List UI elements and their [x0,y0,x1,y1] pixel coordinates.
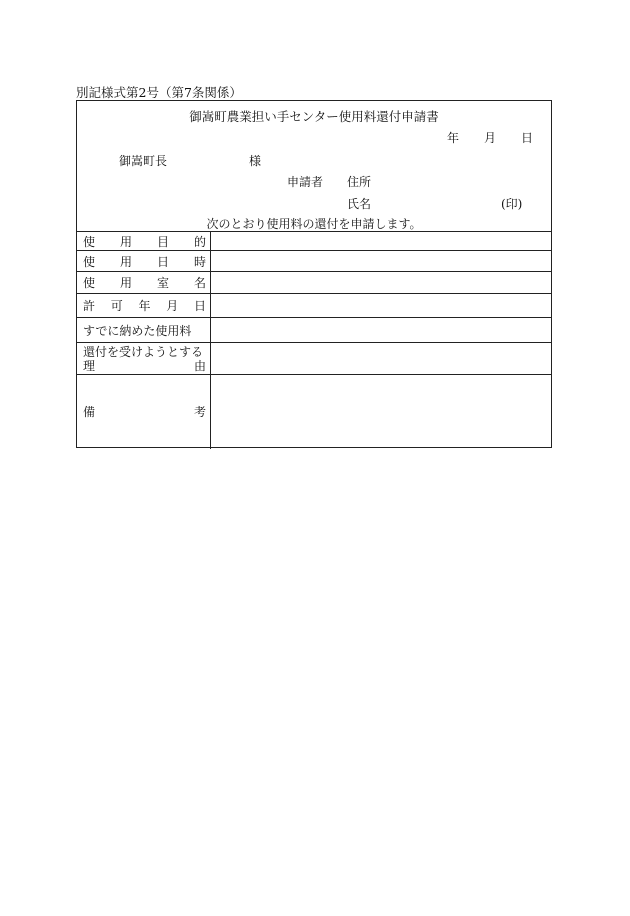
room-field[interactable] [211,272,552,294]
name-label: 氏名 [347,197,372,211]
form-caption: 別記様式第2号（第7条関係） [76,85,242,100]
date-line [447,129,533,146]
application-table [77,231,551,449]
applicant-label: 申請者 [287,175,324,189]
seal-mark: (印) [501,197,523,211]
datetime-label: 使 用 日 時 [83,254,206,269]
date-day-label: 日 [520,131,533,145]
remarks-label: 備 考 [83,405,206,420]
paid-fee-field[interactable] [211,318,552,343]
refund-application-form [76,100,552,448]
refund-reason-label: 還付を受けようとする 理 由 [83,344,206,373]
room-label: 使 用 室 名 [83,276,206,290]
refund-reason-field[interactable] [211,343,552,375]
table-row [77,294,551,318]
permit-date-field[interactable] [211,294,552,318]
table-row [77,318,551,343]
date-year-label: 年 [447,131,460,145]
purpose-label: 使 用 目 的 [83,234,206,249]
table-row [77,375,551,449]
honorific: 様 [249,154,262,168]
application-statement: 次のとおり使用料の還付を申請します。 [206,217,422,231]
purpose-field[interactable] [211,232,552,251]
form-title: 御嵩町農業担い手センター使用料還付申請書 [189,109,439,124]
table-row [77,232,551,251]
table-row [77,343,551,375]
table-row [77,251,551,272]
addressee: 御嵩町長 [119,154,168,168]
datetime-field[interactable] [211,251,552,272]
paid-fee-label: すでに納めた使用料 [83,323,192,338]
address-label: 住所 [347,175,372,189]
remarks-field[interactable] [211,375,552,449]
table-row [77,272,551,294]
date-month-label: 月 [483,131,496,145]
permit-date-label: 許 可 年 月 日 [83,299,206,313]
